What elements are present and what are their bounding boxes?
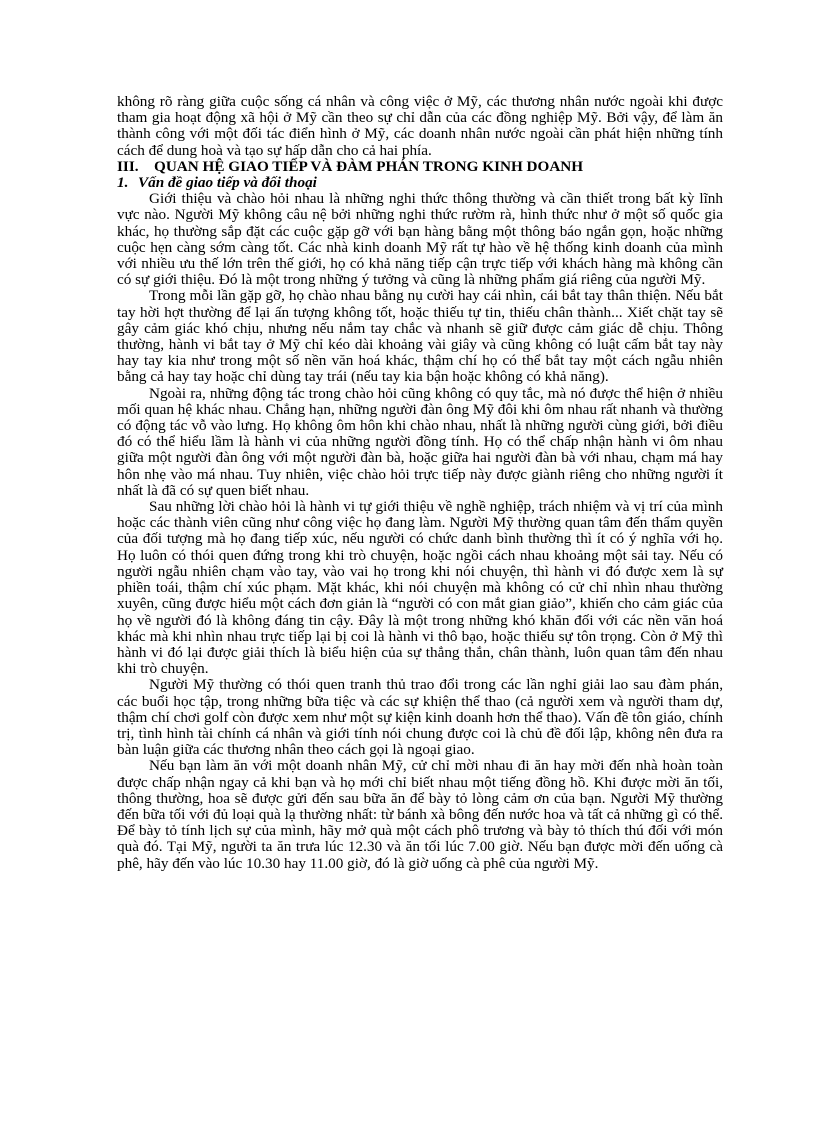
section-heading [117, 159, 723, 175]
subsection-title: Vấn đề giao tiếp và đối thoại [138, 174, 317, 192]
document-page [117, 94, 723, 872]
section-number: III. [117, 157, 139, 175]
body-paragraph: Giới thiệu và chào hỏi nhau là những nghi thức thông thường và cần thiết trong bất kỳ lĩnh vực nào. Người Mỹ không câu nệ bởi những nghi thức rườm rà, hình thức như ở một số quốc gia khác, họ thường sắp đặt các cuộc gặp gỡ với bạn hàng bằng một thông báo ngắn gọn, hoặc những cuộc hẹn càng sớm càng tốt. Các nhà kinh doanh Mỹ rất tự hào về hệ thống kinh doanh của mình với nhiều ưu thế lớn trên thế giới, họ có khả năng tiếp cận trực tiếp với khách hàng mà không cần có sự giới thiệu. Đó là một trong những ý tưởng và cũng là những phẩm giá riêng của người Mỹ. [117, 190, 723, 289]
body-paragraph: Người Mỹ thường có thói quen tranh thủ trao đổi trong các lần nghỉ giải lao sau đàm phán, các buổi học tập, trong những bữa tiệc và các sự khiện thể thao (cả người xem và người tham dự, thậm chí chơi golf còn được xem như một sự kiện kinh doanh hơn thể thao). Vấn đề tôn giáo, chính trị, tình hình tài chính cá nhân và giới tính nói chung được coi là chủ đề đối lập, không nên đưa ra bàn luận giữa các thương nhân theo cách gọi là ngoại giao. [117, 676, 723, 759]
subsection-number: 1. [117, 174, 129, 192]
body-paragraph: Trong mỗi lần gặp gỡ, họ chào nhau bằng nụ cười hay cái nhìn, cái bắt tay thân thiện. Nếu bắt tay hời hợt thường để lại ấn tượng không tốt, hoặc thiếu tự tin, thiếu chân thành... Xiết chặt tay sẽ gây cảm giác khó chịu, nhưng nếu nắm tay chắc và nhanh sẽ giữ được cảm giác dễ chịu. Thông thường, hành vi bắt tay ở Mỹ chỉ kéo dài khoảng vài giây và cũng không có luật cấm bắt tay này hay tay kia như trong một số nền văn hoá khác, thậm chí họ có thể bắt tay một cách ngẫu nhiên bằng cả hay tay hoặc chỉ dùng tay trái (nếu tay kia bận hoặc không có khả năng). [117, 287, 723, 386]
body-paragraph: Sau những lời chào hỏi là hành vi tự giới thiệu về nghề nghiệp, trách nhiệm và vị trí của mình hoặc các thành viên cũng như công việc họ đang làm. Người Mỹ thường quan tâm đến thẩm quyền của đối tượng mà họ đang tiếp xúc, nếu người có chức danh bình thường thì ít có ý nghĩa với họ. Họ luôn có thói quen đứng trong khi trò chuyện, hoặc ngồi cách nhau khoảng một sải tay. Nếu có người ngẫu nhiên chạm vào tay, vào vai họ trong khi nói chuyện, thì hành vi đó được xem là sự phiền toái, thậm chí xúc phạm. Mặt khác, khi nói chuyện mà không có cử chỉ nhìn nhau thường xuyên, cũng được hiểu một cách đơn giản là “người có con mắt gian giảo”, khiến cho cảm giác của họ về người đó là không đáng tin cậy. Đây là một trong những khó khăn đối với các nền văn hoá khác mà khi nhìn nhau trực tiếp lại bị coi là hành vi thô bạo, hoặc thiếu sự tôn trọng. Còn ở Mỹ thì hành vi đó lại được giải thích là biểu hiện của sự thẳng thắn, chân thành, luôn quan tâm đến nhau khi trò chuyện. [117, 498, 723, 678]
section-title: QUAN HỆ GIAO TIẾP VÀ ĐÀM PHÁN TRONG KINH DOANH [154, 157, 584, 175]
subsection-heading [117, 175, 723, 191]
body-paragraph: Nếu bạn làm ăn với một doanh nhân Mỹ, cử chỉ mời nhau đi ăn hay mời đến nhà hoàn toàn được chấp nhận ngay cả khi bạn và họ mới chỉ biết nhau một tiếng đồng hồ. Khi được mời ăn tối, thông thường, hoa sẽ được gửi đến sau bữa ăn để bày tỏ lòng cảm ơn của bạn. Người Mỹ thường đến bữa tối với đủ loại quà lạ thường nhất: từ bánh xà bông đến nước hoa và tất cả những gì có thể. Để bày tỏ tính lịch sự của mình, hãy mở quà một cách phô trương và bày tỏ thích thú đối với món quà đó. Tại Mỹ, người ta ăn trưa lúc 12.30 và ăn tối lúc 7.00 giờ. Nếu bạn được mời đến uống cà phê, hãy đến vào lúc 10.30 hay 11.00 giờ, đó là giờ uống cà phê của người Mỹ. [117, 757, 723, 872]
intro-paragraph: không rõ ràng giữa cuộc sống cá nhân và công việc ở Mỹ, các thương nhân nước ngoài khi được tham gia hoạt động xã hội ở Mỹ cần theo sự chỉ dẫn của các đồng nghiệp Mỹ. Bởi vậy, để làm ăn thành công với một đối tác điển hình ở Mỹ, các doanh nhân nước ngoài cần phát hiện những tính cách để dung hoà và tạo sự hấp dẫn cho cả hai phía. [117, 93, 723, 159]
body-paragraph: Ngoài ra, những động tác trong chào hỏi cũng không có quy tắc, mà nó được thể hiện ở nhiều mối quan hệ khác nhau. Chẳng hạn, những người đàn ông Mỹ đôi khi ôm nhau rất nhanh và thường có động tác vỗ vào lưng. Họ không ôm hôn khi chào nhau, nhất là những người cùng giới, bởi điều đó có thể hiểu lầm là hành vi của những người đồng tính. Họ có thể chấp nhận hành vi ôm nhau giữa một người đàn ông với một người đàn bà, hoặc giữa hai người đàn bà với nhau, chạm má hay hôn nhẹ vào má nhau. Tuy nhiên, việc chào hỏi trực tiếp này được giành riêng cho những người ít nhất là đã có sự quen biết nhau. [117, 384, 723, 499]
